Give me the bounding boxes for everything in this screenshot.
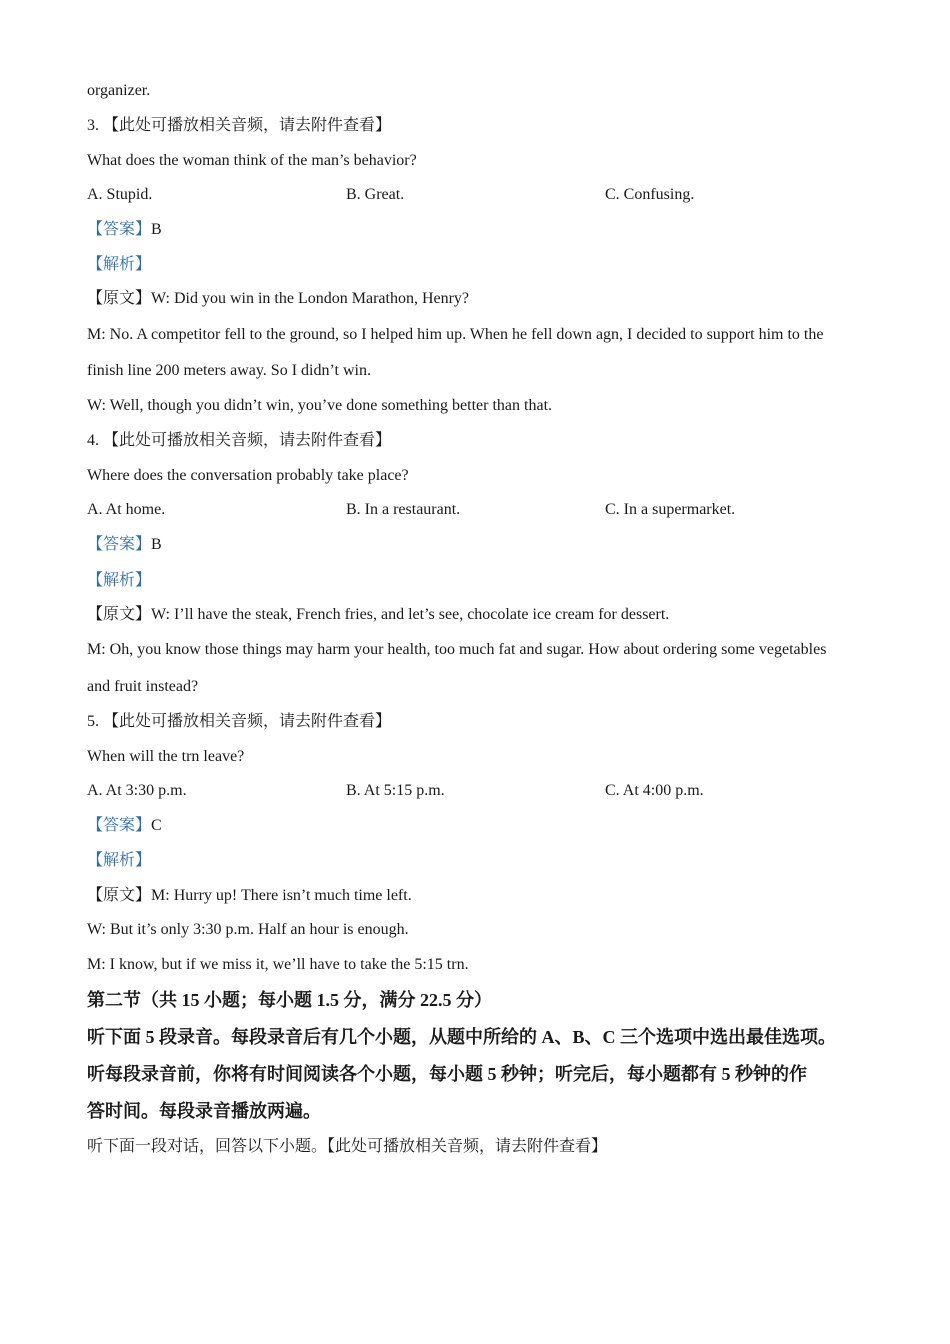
q4-analysis-label: 【解析】 [87, 572, 152, 589]
q5-option-b: B. At 5:15 p.m. [346, 782, 445, 799]
q5-transcript-line [87, 886, 412, 906]
original-label: 【原文】 [87, 887, 152, 904]
original-label: 【原文】 [87, 606, 152, 623]
q4-transcript-line [87, 605, 669, 625]
q5-option-c: C. At 4:00 p.m. [605, 782, 704, 799]
q5-transcript-line: M: I know, but if we miss it, we’ll have to take the 5:15 trn. [87, 956, 469, 973]
q3-transcript-line: finish line 200 meters away. So I didn’t win. [87, 362, 371, 379]
section-instructions: 听每段录音前，你将有时间阅读各个小题，每小题 5 秒钟；听完后，每小题都有 5 秒钟的作 [87, 1064, 807, 1084]
question-5-heading: 5. 【此处可播放相关音频，请去附件查看】 [87, 713, 392, 730]
answer-label: 【答案】 [87, 536, 152, 553]
q4-option-b: B. In a restaurant. [346, 501, 461, 518]
question-4-heading: 4. 【此处可播放相关音频，请去附件查看】 [87, 432, 392, 449]
q5-transcript-line: W: But it’s only 3:30 p.m. Half an hour is enough. [87, 921, 409, 938]
q4-transcript-line: M: Oh, you know those things may harm your health, too much fat and sugar. How about ordering some vegetables [87, 641, 827, 658]
q3-analysis-label: 【解析】 [87, 256, 152, 273]
q3-transcript-line: W: Well, though you didn’t win, you’ve done something better than that. [87, 397, 553, 414]
q5-answer [87, 816, 162, 836]
question-3-stem: What does the woman think of the man’s behavior? [87, 152, 417, 169]
q3-answer [87, 220, 162, 240]
q4-answer [87, 535, 162, 555]
answer-label: 【答案】 [87, 221, 152, 238]
q3-option-a: A. Stupid. [87, 186, 153, 203]
q4-option-a: A. At home. [87, 501, 166, 518]
dialogue-intro: 听下面一段对话，回答以下小题。【此处可播放相关音频，请去附件查看】 [87, 1138, 608, 1155]
original-label: 【原文】 [87, 290, 152, 307]
question-3-heading: 3. 【此处可播放相关音频，请去附件查看】 [87, 117, 392, 134]
answer-value: B [151, 221, 162, 238]
q3-option-c: C. Confusing. [605, 186, 695, 203]
section-instructions: 听下面 5 段录音。每段录音后有几个小题，从题中所给的 A、B、C 三个选项中选出最佳选项。 [87, 1027, 836, 1047]
question-4-stem: Where does the conversation probably take place? [87, 467, 409, 484]
q3-transcript-line [87, 289, 469, 309]
answer-value: C [151, 817, 162, 834]
q3-option-b: B. Great. [346, 186, 405, 203]
q4-transcript-line: and fruit instead? [87, 678, 199, 695]
section-heading: 第二节（共 15 小题；每小题 1.5 分，满分 22.5 分） [87, 990, 492, 1010]
text-line: organizer. [87, 82, 151, 99]
q4-option-c: C. In a supermarket. [605, 501, 736, 518]
q5-option-a: A. At 3:30 p.m. [87, 782, 187, 799]
question-5-stem: When will the trn leave? [87, 748, 245, 765]
answer-label: 【答案】 [87, 817, 152, 834]
q3-transcript-line: M: No. A competitor fell to the ground, so I helped him up. When he fell down agn, I decided to support him to the [87, 326, 824, 343]
transcript-text: W: Did you win in the London Marathon, Henry? [151, 290, 470, 307]
transcript-text: W: I’ll have the steak, French fries, and let’s see, chocolate ice cream for dessert. [151, 606, 670, 623]
section-instructions: 答时间。每段录音播放两遍。 [87, 1101, 321, 1121]
q5-analysis-label: 【解析】 [87, 852, 152, 869]
answer-value: B [151, 536, 162, 553]
transcript-text: M: Hurry up! There isn’t much time left. [151, 887, 412, 904]
